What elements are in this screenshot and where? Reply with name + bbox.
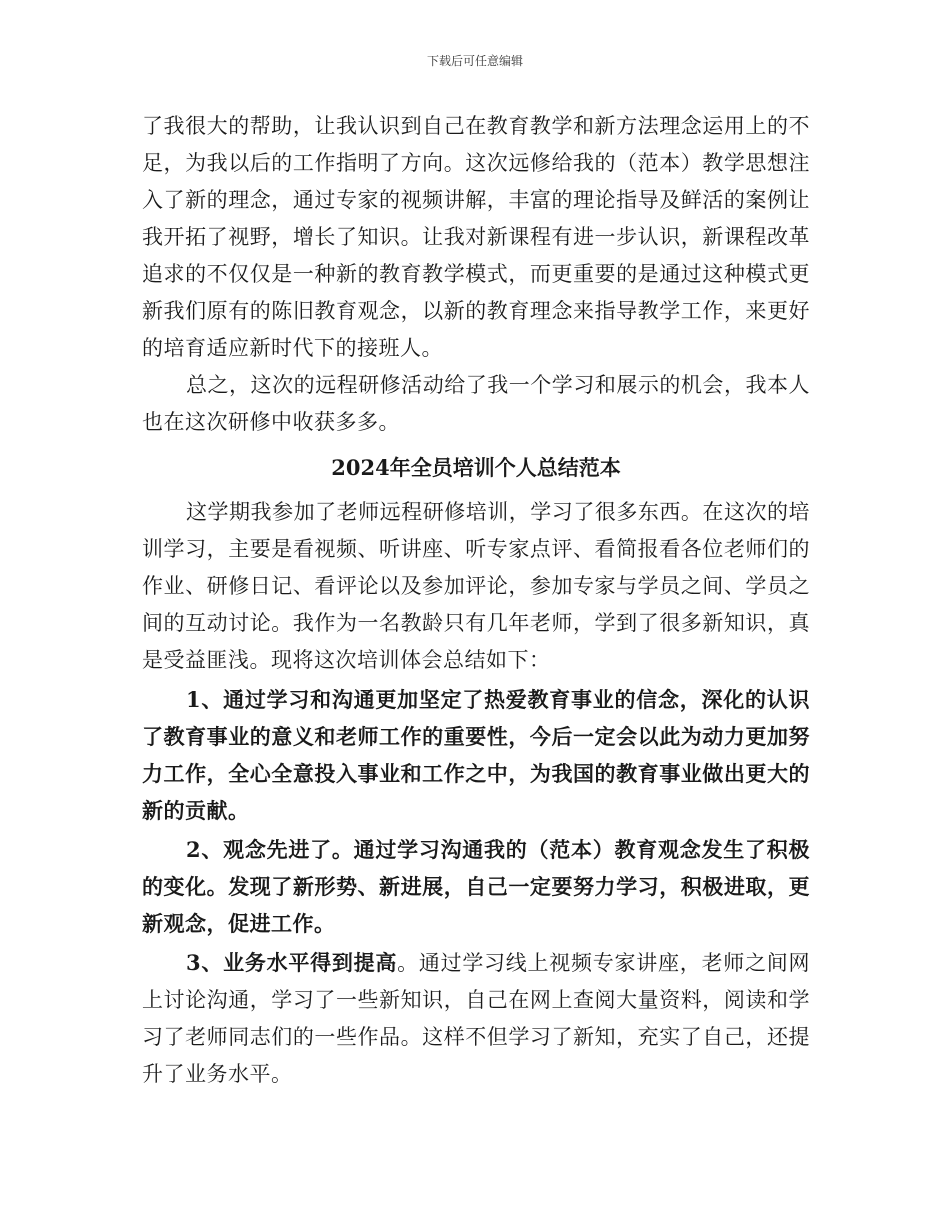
point-3	[142, 944, 810, 1093]
point-1: 1、通过学习和沟通更加坚定了热爱教育事业的信念，深化的认识了教育事业的意义和老师工作的重要性，今后一定会以此为动力更加努力工作，全心全意投入事业和工作之中，为我国的教育事业做出更大的新的贡献。	[142, 687, 810, 823]
document-body	[142, 108, 810, 1093]
page-header: 下载后可任意编辑	[426, 54, 523, 68]
section-title: 2024年全员培训个人总结范本	[331, 455, 621, 480]
point-3-heading: 3、业务水平得到提高	[186, 950, 398, 975]
paragraph-conclusion: 总之，这次的远程研修活动给了我一个学习和展示的机会，我本人也在这次研修中收获多多。	[142, 373, 810, 434]
point-3-body: 。通过学习线上视频专家讲座，老师之间网上讨论沟通，学习了一些新知识，自己在网上查阅大量资料，阅读和学习了老师同志们的一些作品。这样不但学习了新知，充实了自己，还提升了业务水平。	[142, 951, 810, 1086]
point-2: 2、观念先进了。通过学习沟通我的（范本）教育观念发生了积极的变化。发现了新形势、新进展，自己一定要努力学习，积极进取，更新观念，促进工作。	[142, 837, 810, 936]
paragraph-intro: 这学期我参加了老师远程研修培训，学习了很多东西。在这次的培训学习，主要是看视频、听讲座、听专家点评、看简报看各位老师们的作业、研修日记、看评论以及参加评论，参加专家与学员之间、学员之间的互动讨论。我作为一名教龄只有几年老师，学到了很多新知识，真是受益匪浅。现将这次培训体会总结如下：	[142, 500, 810, 672]
paragraph-continuation: 了我很大的帮助，让我认识到自己在教育教学和新方法理念运用上的不足，为我以后的工作指明了方向。这次远修给我的（范本）教学思想注入了新的理念，通过专家的视频讲解，丰富的理论指导及鲜活的案例让我开拓了视野，增长了知识。让我对新课程有进一步认识，新课程改革追求的不仅仅是一种新的教育教学模式，而更重要的是通过这种模式更新我们原有的陈旧教育观念，以新的教育理念来指导教学工作，来更好的培育适应新时代下的接班人。	[142, 114, 810, 360]
